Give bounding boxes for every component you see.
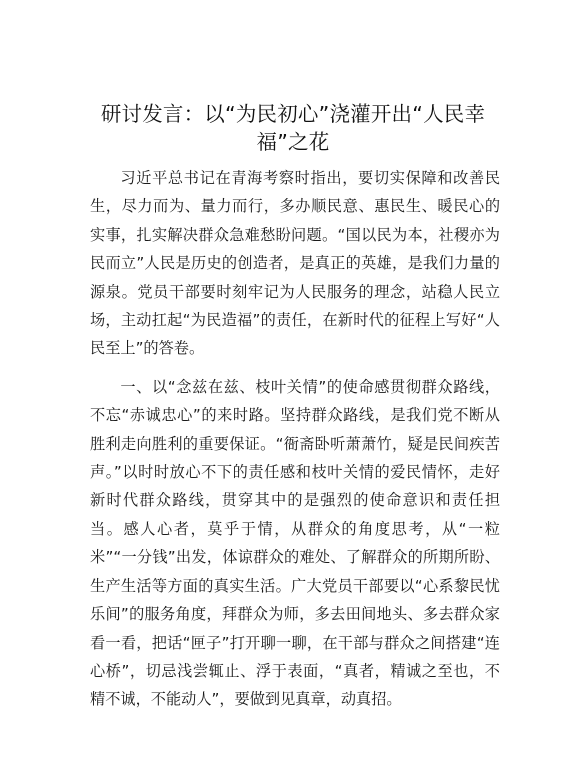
paragraph-intro: 习近平总书记在青海考察时指出，要切实保障和改善民生，尽力而为、量力而行，多办顺民意、惠民生、暖民心的实事，扎实解决群众急难愁盼问题。“国以民为本，社稷亦为民而立”人民是历史的创造者，是真正的英雄，是我们力量的源泉。党员干部要时刻牢记为人民服务的理念，站稳人民立场，主动扛起“为民造福”的责任，在新时代的征程上写好“人民至上”的答卷。 — [90, 169, 500, 358]
document-title: 研讨发言：以“为民初心”浇灌开出“人民幸福”之花 — [100, 102, 486, 154]
paragraph-section-one: 一、以“念兹在兹、枝叶关情”的使命感贯彻群众路线，不忘“赤诚忠心”的来时路。坚持群众路线，是我们党不断从胜利走向胜利的重要保证。“衙斋卧听萧萧竹，疑是民间疾苦声。”以时时放心不下的责任感和枝叶关情的爱民情怀，走好新时代群众路线，贯穿其中的是强烈的使命意识和责任担当。感人心者，莫乎于情，从群众的角度思考，从“一粒米”“一分钱”出发，体谅群众的难处、了解群众的所期所盼、生产生活等方面的真实生活。广大党员干部要以“心系黎民忧乐间”的服务角度，拜群众为师，多去田间地头、多去群众家看一看，把话“匣子”打开聊一聊，在干部与群众之间搭建“连心桥”，切忌浅尝辄止、浮于表面，“真者，精诚之至也，不精不诚，不能动人”，要做到见真章，动真招。 — [90, 377, 500, 709]
document-body — [90, 164, 500, 724]
